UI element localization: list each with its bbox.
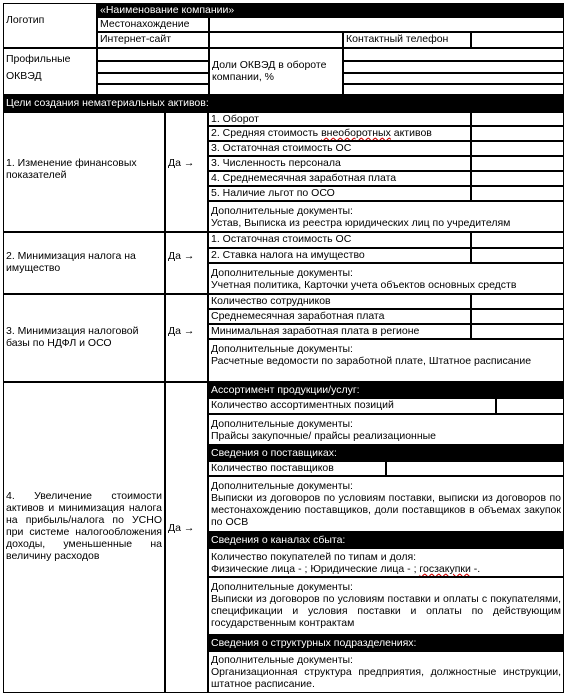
okved-share-2[interactable] bbox=[343, 61, 564, 73]
goal-1-item-3: 3. Остаточная стоимость ОС bbox=[208, 141, 471, 156]
logo-cell: Логотип bbox=[3, 3, 97, 48]
okved-code-4[interactable] bbox=[97, 84, 209, 95]
goal-3-value-3[interactable] bbox=[471, 324, 564, 339]
goal-4-assortment-docs bbox=[208, 414, 564, 445]
okved-code-1[interactable] bbox=[97, 48, 209, 61]
goal-4-assortment-value[interactable] bbox=[496, 398, 564, 414]
goal-1-answer: Да → bbox=[165, 112, 208, 232]
goal-1-docs-label: Дополнительные документы: bbox=[211, 205, 353, 217]
goal-1-item-6: 5. Наличие льгот по ОСО bbox=[208, 186, 471, 201]
goal-4-sales-docs-text: Выписки из договоров по условиям поставки и оплаты с покупателями, спецификации и условия поставки и оплаты по действующим государственным контрактам bbox=[211, 593, 561, 629]
goal-4-suppliers-item: Количество поставщиков bbox=[208, 461, 386, 476]
goal-4-title-text: 4. Увеличение стоимости активов и минимизация налога на прибыль/налога по УСНО при системе налогообложения доходы, уменьшенные на величину расходов bbox=[6, 490, 162, 562]
goal-4-assortment-docs-text: Прайсы закупочные/ прайсы реализационные bbox=[211, 430, 437, 442]
goal-3-docs-label: Дополнительные документы: bbox=[211, 343, 353, 355]
phone-label: Контактный телефон bbox=[343, 32, 471, 48]
goal-4-divisions-docs-label: Дополнительные документы: bbox=[211, 654, 353, 666]
website-value[interactable] bbox=[209, 32, 343, 48]
goal-3-answer: Да → bbox=[165, 294, 208, 382]
goal-2-value-2[interactable] bbox=[471, 248, 564, 263]
goal-2-docs-label: Дополнительные документы: bbox=[211, 267, 353, 279]
goal-4-suppliers-docs bbox=[208, 476, 564, 532]
goal-3-item-3: Минимальная заработная плата в регионе bbox=[208, 324, 471, 339]
goal-1-value-2[interactable] bbox=[471, 126, 564, 141]
goal-2-docs bbox=[208, 263, 564, 294]
goal-4-sales-docs-label: Дополнительные документы: bbox=[211, 581, 353, 593]
section-title: Цели создания нематериальных активов: bbox=[3, 95, 564, 112]
location-label: Местонахождение bbox=[97, 17, 209, 32]
goal-4-answer: Да → bbox=[165, 382, 208, 693]
goal-2-title: 2. Минимизация налога на имущество bbox=[3, 232, 165, 294]
goal-1-item-1: 1. Оборот bbox=[208, 112, 471, 126]
goal-4-suppliers-header: Сведения о поставщиках: bbox=[208, 445, 564, 461]
okved-code-3[interactable] bbox=[97, 73, 209, 84]
goal-2-item-2: 2. Ставка налога на имущество bbox=[208, 248, 471, 263]
okved-share-1[interactable] bbox=[343, 48, 564, 61]
goal-4-assortment-item: Количество ассортиментных позиций bbox=[208, 398, 496, 414]
okved-share-3[interactable] bbox=[343, 73, 564, 84]
goal-3-item-2: Среднемесячная заработная плата bbox=[208, 309, 471, 324]
goal-1-item-5: 4. Среднемесячная заработная плата bbox=[208, 171, 471, 186]
goal-3-value-2[interactable] bbox=[471, 309, 564, 324]
goal-4-sales-header: Сведения о каналах сбыта: bbox=[208, 532, 564, 548]
goal-4-sales-item-label: Количество покупателей по типам и доля: bbox=[211, 551, 417, 563]
goal-1-docs bbox=[208, 201, 564, 232]
goal-3-value-1[interactable] bbox=[471, 294, 564, 309]
goal-4-divisions-docs bbox=[208, 651, 564, 693]
website-label: Интернет-сайт bbox=[97, 32, 209, 48]
goal-1-value-4[interactable] bbox=[471, 156, 564, 171]
goal-1-item-2: 2. Средняя стоимость внеоборотных активов bbox=[208, 126, 471, 141]
goal-3-docs bbox=[208, 339, 564, 382]
goal-4-assortment-docs-label: Дополнительные документы: bbox=[211, 418, 353, 430]
goal-4-divisions-docs-text: Организационная структура предприятия, должностные инструкции, штатное расписание. bbox=[211, 666, 561, 690]
goal-1-value-5[interactable] bbox=[471, 171, 564, 186]
goal-3-title: 3. Минимизация налоговой базы по НДФЛ и ОСО bbox=[3, 294, 165, 382]
goal-4-assortment-header: Ассортимент продукции/услуг: bbox=[208, 382, 564, 398]
goal-4-sales-item bbox=[208, 548, 564, 577]
goal-1-docs-text: Устав, Выписка из реестра юридических лиц по учредителям bbox=[211, 217, 511, 229]
goal-4-divisions-header: Сведения о структурных подразделениях: bbox=[208, 635, 564, 651]
goal-2-docs-text: Учетная политика, Карточки учета объектов основных средств bbox=[211, 279, 517, 291]
goal-4-sales-docs bbox=[208, 577, 564, 635]
goal-3-docs-text: Расчетные ведомости по заработной плате, Штатное расписание bbox=[211, 355, 532, 367]
goal-4-suppliers-value[interactable] bbox=[386, 461, 564, 476]
goal-4-sales-item-shares: Физические лица - ; Юридические лица - ; госзакупки -. bbox=[211, 563, 481, 575]
okved-share-label: Доли ОКВЭД в обороте компании, % bbox=[209, 48, 343, 95]
okved-code-2[interactable] bbox=[97, 61, 209, 73]
goal-1-value-1[interactable] bbox=[471, 112, 564, 126]
company-name: «Наименование компании» bbox=[97, 3, 564, 17]
goal-1-value-3[interactable] bbox=[471, 141, 564, 156]
goal-1-title: 1. Изменение финансовых показателей bbox=[3, 112, 165, 232]
phone-value[interactable] bbox=[471, 32, 564, 48]
goal-4-title bbox=[3, 382, 165, 693]
goal-2-answer: Да → bbox=[165, 232, 208, 294]
profile-okved-label: Профильные ОКВЭД bbox=[3, 48, 97, 95]
goal-3-item-1: Количество сотрудников bbox=[208, 294, 471, 309]
goal-4-suppliers-docs-label: Дополнительные документы: bbox=[211, 480, 353, 492]
okved-share-4[interactable] bbox=[343, 84, 564, 95]
goal-2-item-1: 1. Остаточная стоимость ОС bbox=[208, 232, 471, 248]
location-value[interactable] bbox=[209, 17, 564, 32]
goal-1-value-6[interactable] bbox=[471, 186, 564, 201]
goal-2-value-1[interactable] bbox=[471, 232, 564, 248]
goal-1-item-4: 3. Численность персонала bbox=[208, 156, 471, 171]
goal-4-suppliers-docs-text: Выписки из договоров по условиям поставки, выписки из договоров по местонахождению поставщиков, доли поставщиков в объемах закупок по ОСВ bbox=[211, 492, 561, 528]
